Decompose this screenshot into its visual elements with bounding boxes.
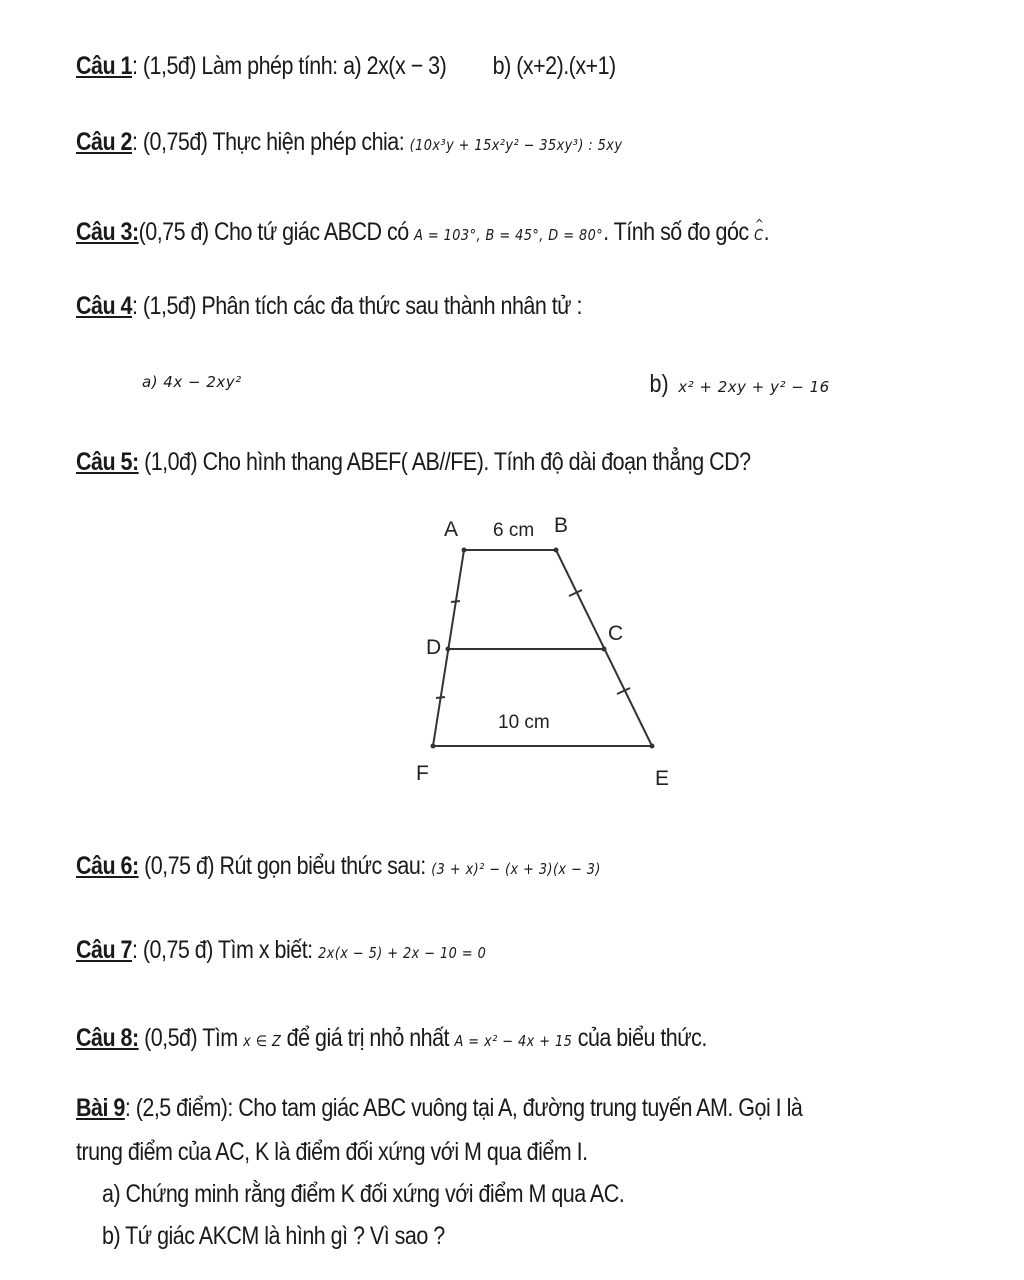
label-b: B: [554, 514, 569, 537]
label-fe-length: 10 cm: [498, 712, 550, 733]
question-6-expression: (3 + x)² − (x + 3)(x − 3): [431, 860, 601, 878]
question-4-part-a: a) 4x − 2xy²: [142, 373, 242, 391]
question-3-tail: . Tính số đo góc: [603, 218, 755, 246]
tick-mark-ad: [451, 601, 460, 602]
point-e: [650, 744, 655, 749]
trapezoid-figure: [0, 500, 1024, 820]
point-c: [602, 647, 607, 652]
question-9-part-a: a) Chứng minh rằng điểm K đối xứng với điểm M qua AC.: [102, 1180, 625, 1208]
question-3-label: Câu 3:: [76, 218, 139, 246]
question-2-expression: (10x³y + 15x²y² − 35xy³) : 5xy: [409, 136, 623, 154]
question-8-tail: của biểu thức.: [572, 1024, 707, 1052]
question-1-label: Câu 1: [76, 52, 132, 80]
question-3-end: .: [763, 218, 770, 246]
question-9-label: Bài 9: [76, 1094, 125, 1122]
question-5-text: (1,0đ) Cho hình thang ABEF( AB//FE). Tính độ dài đoạn thẳng CD?: [138, 448, 751, 476]
question-8-expression: A = x² − 4x + 15: [454, 1032, 573, 1050]
question-3-angle-c: ^ C: [754, 226, 763, 244]
question-9-line-2: trung điểm của AC, K là điểm đối xứng với M qua điểm I.: [76, 1138, 588, 1166]
point-d: [446, 647, 451, 652]
question-3-text: (0,75 đ) Cho tứ giác ABCD có: [138, 218, 415, 246]
question-7-text: : (0,75 đ) Tìm x biết:: [131, 936, 319, 964]
question-2-label: Câu 2: [76, 128, 132, 156]
label-c: C: [608, 622, 624, 645]
question-4-label: Câu 4: [76, 292, 132, 320]
label-e: E: [655, 767, 670, 790]
question-4: [76, 292, 582, 321]
point-b: [554, 548, 559, 553]
question-4-text: : (1,5đ) Phân tích các đa thức sau thành nhân tử :: [131, 292, 582, 320]
question-4-part-b-expression: x² + 2xy + y² − 16: [678, 378, 830, 396]
label-d: D: [426, 636, 442, 659]
question-8: [76, 1024, 707, 1053]
question-4-part-b-label: b): [649, 370, 669, 398]
question-7: [76, 936, 486, 965]
question-7-label: Câu 7: [76, 936, 132, 964]
question-7-expression: 2x(x − 5) + 2x − 10 = 0: [318, 944, 487, 962]
question-9: [76, 1094, 802, 1123]
question-8-mid: để giá trị nhỏ nhất: [281, 1024, 455, 1052]
tick-mark-df: [436, 697, 445, 698]
question-6-text: (0,75 đ) Rút gọn biểu thức sau:: [138, 852, 432, 880]
point-f: [431, 744, 436, 749]
question-9-part-b: b) Tứ giác AKCM là hình gì ? Vì sao ?: [102, 1222, 445, 1250]
question-6-label: Câu 6:: [76, 852, 139, 880]
question-8-set: x ∈ Z: [243, 1032, 282, 1050]
question-9-text: : (2,5 điểm): Cho tam giác ABC vuông tại A, đường trung tuyến AM. Gọi I là: [124, 1094, 803, 1122]
question-3: [76, 218, 769, 247]
label-f: F: [416, 762, 429, 785]
question-5: [76, 448, 751, 477]
label-a: A: [444, 518, 459, 541]
question-6: [76, 852, 601, 881]
label-ab-length: 6 cm: [493, 520, 535, 541]
question-1: [76, 52, 616, 81]
question-1-part-b: b) (x+2).(x+1): [492, 52, 616, 80]
question-1-text: : (1,5đ) Làm phép tính: a) 2x(x − 3): [131, 52, 447, 80]
question-4-part-b: [648, 370, 830, 399]
question-3-angles: A = 103°, B = 45°, D = 80°: [414, 226, 604, 244]
question-2: [76, 128, 622, 157]
question-2-text: : (0,75đ) Thực hiện phép chia:: [131, 128, 410, 156]
point-a: [462, 548, 467, 553]
question-5-label: Câu 5:: [76, 448, 139, 476]
question-8-label: Câu 8:: [76, 1024, 139, 1052]
question-8-text: (0,5đ) Tìm: [138, 1024, 244, 1052]
